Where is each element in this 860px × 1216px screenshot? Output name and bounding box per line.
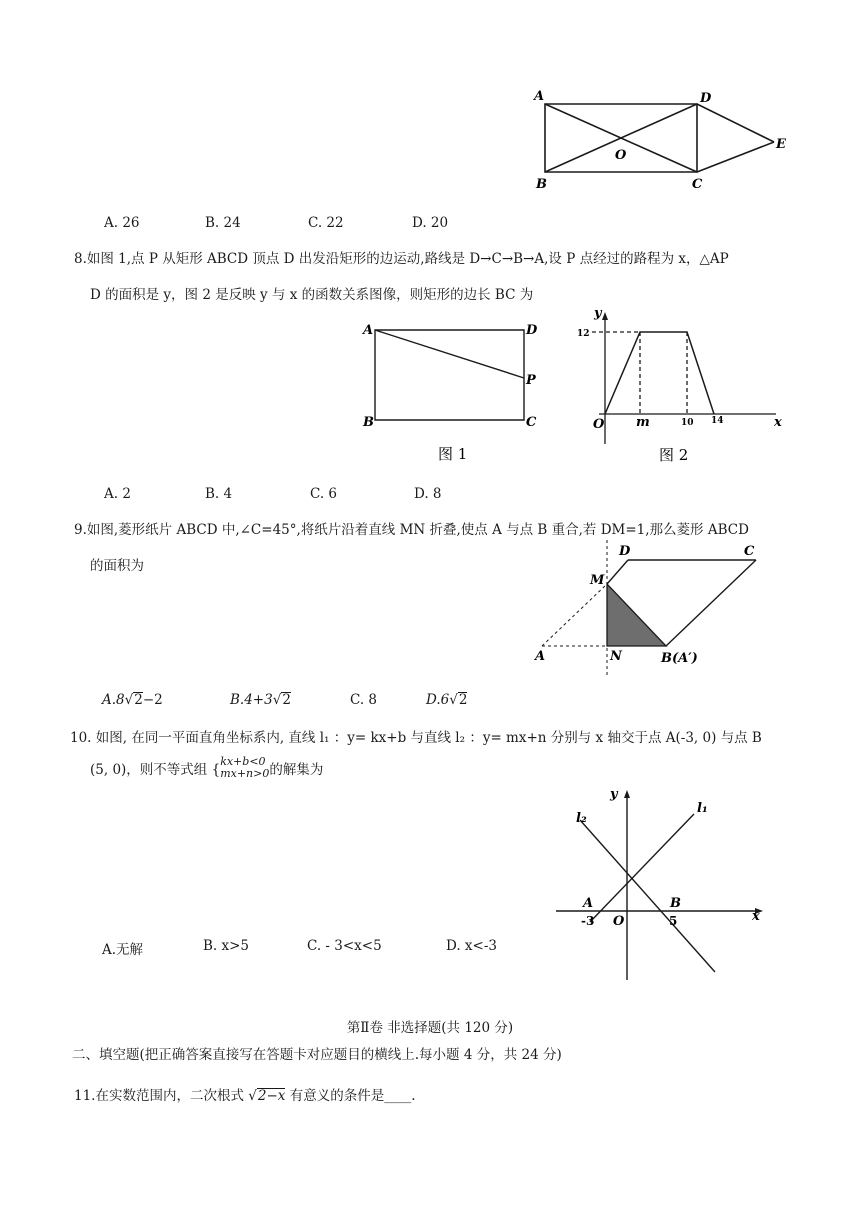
- q7-label-o: O: [615, 148, 627, 163]
- q9-option-a-radicand: 2: [134, 692, 143, 708]
- q10-option-b[interactable]: B. x>5: [203, 938, 250, 954]
- q10-x-axis-label: x: [752, 909, 760, 924]
- q8-fig2-x-axis-label: x: [774, 415, 782, 430]
- q10-y-axis-label: y: [610, 787, 618, 802]
- q8-fig2-tick-14: 14: [711, 416, 724, 426]
- q8-fig1-caption: 图 1: [438, 445, 468, 463]
- q11-radicand: 2−x: [257, 1088, 286, 1104]
- q8-text-line2: D 的面积是 y，图 2 是反映 y 与 x 的函数关系图像，则矩形的边长 BC 为: [90, 287, 534, 303]
- q10-line2-suffix: 的解集为: [269, 762, 324, 779]
- q10-point-a-label: A: [583, 896, 594, 911]
- q8-text-line1: 8.如图 1,点 P 从矩形 ABCD 顶点 D 出发沿矩形的边运动,路线是 D→C→B→A,设 P 点经过的路程为 x，△AP: [74, 251, 729, 267]
- q10-inequality-2: mx+n>0: [220, 767, 270, 781]
- q9-option-a[interactable]: [102, 692, 163, 708]
- q7-label-d: D: [700, 91, 712, 106]
- radical-sign-icon: √: [449, 692, 458, 708]
- q9-option-a-suffix: −2: [142, 692, 163, 708]
- q9-option-d-prefix: D.6: [426, 692, 450, 708]
- q9-label-a: A: [535, 649, 546, 664]
- q8-fig2: [574, 304, 789, 470]
- q11-suffix: 有意义的条件是____.: [289, 1088, 416, 1104]
- q8-option-c[interactable]: C. 6: [310, 486, 338, 502]
- q8-fig2-tick-m: m: [636, 415, 650, 430]
- q9-label-d: D: [619, 544, 631, 559]
- q10-tick-neg3: -3: [581, 914, 595, 928]
- q8-fig1-label-c: C: [526, 415, 537, 430]
- q8-fig1-label-a: A: [363, 323, 374, 338]
- q10-line-l2-label: l₂: [576, 811, 587, 826]
- q8-fig1-label-d: D: [526, 323, 538, 338]
- q9-text-line1: 9.如图,菱形纸片 ABCD 中,∠C=45°,将纸片沿着直线 MN 折叠,使点 A 与点 B 重合,若 DM=1,那么菱形 ABCD: [74, 522, 749, 538]
- q8-fig2-origin: O: [593, 417, 605, 432]
- part2-heading: 第Ⅱ卷 非选择题(共 120 分): [346, 1020, 514, 1036]
- q9-label-b: B(A′): [661, 651, 698, 666]
- q8-fig2-tick-12: 12: [577, 329, 590, 339]
- q10-line2-prefix: (5, 0)，则不等式组 {: [90, 762, 221, 779]
- q10-option-a[interactable]: A.无解: [102, 942, 144, 958]
- q8-option-a[interactable]: A. 2: [104, 486, 131, 502]
- q7-label-c: C: [692, 177, 703, 192]
- q7-label-b: B: [536, 177, 547, 192]
- q9-option-a-prefix: A.8: [102, 692, 125, 708]
- q10-text-line1: 10. 如图, 在同一平面直角坐标系内, 直线 l₁ ：y= kx+b 与直线 l₂ ：y= mx+n 分别与 x 轴交于点 A(-3, 0) 与点 B: [70, 730, 762, 746]
- q10-figure: [550, 784, 770, 982]
- q11-text: [74, 1084, 416, 1104]
- q10-option-d[interactable]: D. x<-3: [446, 938, 498, 954]
- q7-option-b[interactable]: B. 24: [205, 215, 241, 231]
- q8-fig1-label-b: B: [363, 415, 374, 430]
- q9-option-d[interactable]: [426, 692, 467, 708]
- q9-label-m: M: [590, 573, 605, 588]
- part2-section-title: 二、填空题(把正确答案直接写在答题卡对应题目的横线上.每小题 4 分，共 24 分): [72, 1047, 562, 1063]
- q8-fig1: [358, 318, 543, 468]
- q10-text-line2: [90, 756, 323, 780]
- q9-figure: [530, 538, 780, 678]
- q9-text-line2: 的面积为: [90, 558, 144, 574]
- q7-option-c[interactable]: C. 22: [308, 215, 344, 231]
- radical-sign-icon: √: [272, 692, 282, 708]
- q7-figure: [528, 84, 798, 196]
- q9-option-b-radicand: 2: [282, 692, 291, 708]
- q10-origin-label: O: [613, 914, 625, 929]
- q11-prefix: 11.在实数范围内，二次根式: [74, 1088, 244, 1104]
- q9-option-b-prefix: B.4+3: [230, 692, 273, 708]
- q8-fig2-tick-10: 10: [681, 418, 694, 428]
- q10-option-c[interactable]: C. - 3<x<5: [307, 938, 382, 954]
- q9-option-d-radicand: 2: [458, 692, 468, 708]
- q9-option-b[interactable]: [230, 692, 291, 708]
- q7-option-a[interactable]: A. 26: [104, 215, 140, 231]
- q8-fig1-label-p: P: [526, 373, 536, 388]
- q9-label-c: C: [744, 544, 755, 559]
- q7-label-e: E: [776, 137, 786, 152]
- q9-option-c[interactable]: C. 8: [350, 692, 378, 708]
- radical-sign-icon: √: [248, 1088, 257, 1104]
- q10-inequality-system: [220, 756, 269, 780]
- q7-label-a: A: [534, 89, 545, 104]
- q10-point-b-label: B: [670, 896, 681, 911]
- q7-option-d[interactable]: D. 20: [412, 215, 449, 231]
- q10-line-l1-label: l₁: [697, 801, 708, 816]
- radical-sign-icon: √: [124, 692, 134, 708]
- q8-option-d[interactable]: D. 8: [414, 486, 442, 502]
- q8-fig2-y-axis-label: y: [594, 306, 602, 321]
- q10-inequality-1: kx+b<0: [220, 755, 266, 768]
- q10-tick-5: 5: [669, 914, 678, 928]
- q9-label-n: N: [610, 649, 622, 664]
- q8-option-b[interactable]: B. 4: [205, 486, 233, 502]
- q8-fig2-caption: 图 2: [659, 446, 689, 464]
